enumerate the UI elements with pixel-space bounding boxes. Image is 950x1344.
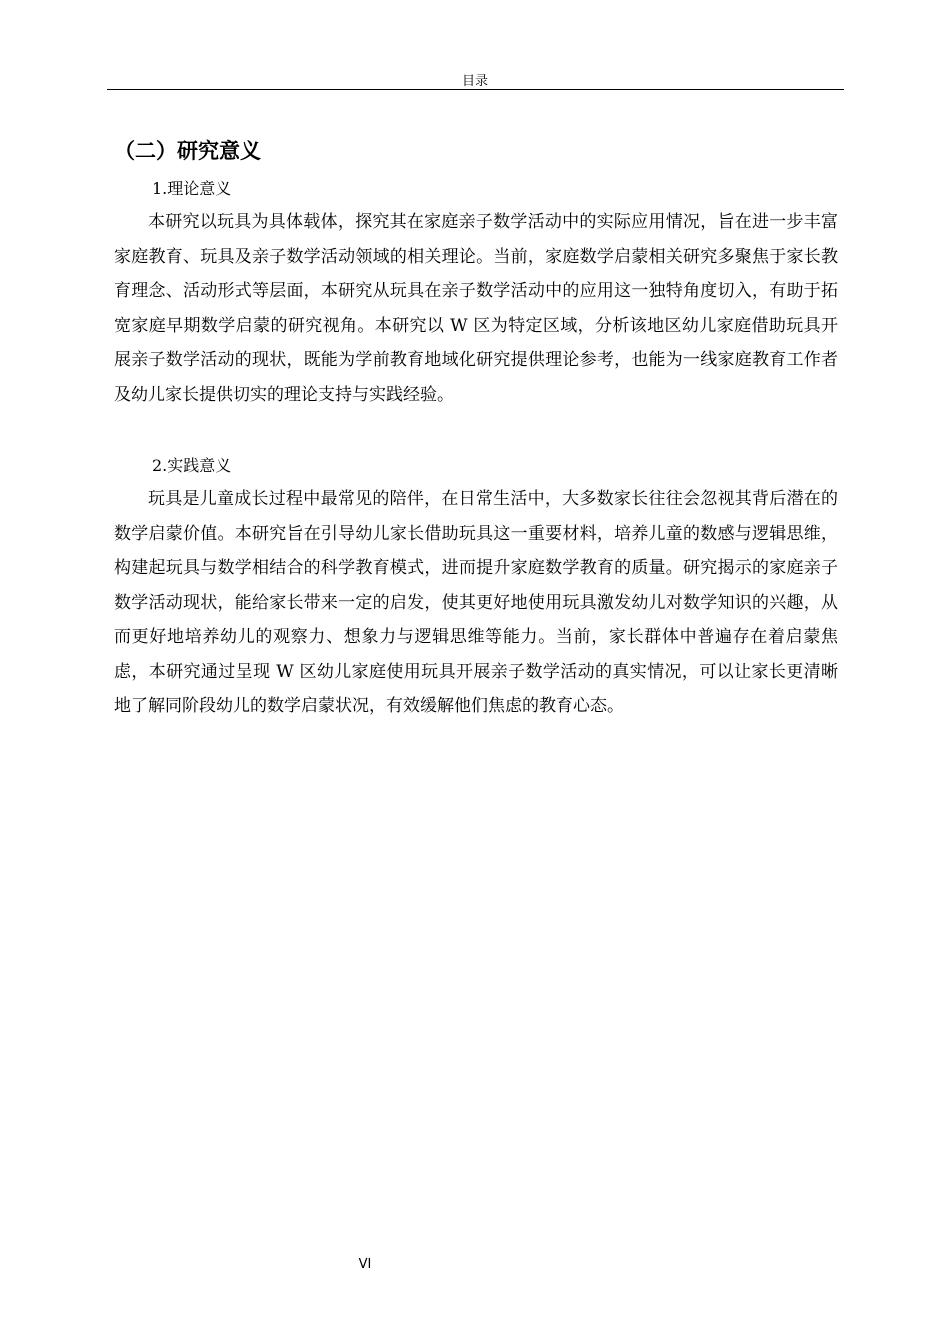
paragraph-practical-significance: 玩具是儿童成长过程中最常见的陪伴，在日常生活中，大多数家长往往会忽视其背后潜在的数学启蒙价值。本研究旨在引导幼儿家长借助玩具这一重要材料，培养儿童的数感与逻辑思维，构建起玩具与数学相结合的科学教育模式，进而提升家庭数学教育的质量。研究揭示的家庭亲子数学活动现状，能给家长带来一定的启发，使其更好地使用玩具激发幼儿对数学知识的兴趣，从而更好地培养幼儿的观察力、想象力与逻辑思维等能力。当前，家长群体中普遍存在着启蒙焦虑，本研究通过呈现 W 区幼儿家庭使用玩具开展亲子数学活动的真实情况，可以让家长更清晰地了解同阶段幼儿的数学启蒙状况，有效缓解他们焦虑的教育心态。 [114,489,838,716]
running-header: 目录 [461,74,488,89]
section-heading: （二）研究意义 [114,139,261,163]
header-divider [107,89,844,90]
subsection-heading-practical: 2.实践意义 [152,456,232,475]
page-number: VI [358,1257,372,1272]
paragraph-theoretical-significance: 本研究以玩具为具体载体，探究其在家庭亲子数学活动中的实际应用情况，旨在进一步丰富家庭教育、玩具及亲子数学活动领域的相关理论。当前，家庭数学启蒙相关研究多聚焦于家长教育理念、活动形式等层面，本研究从玩具在亲子数学活动中的应用这一独特角度切入，有助于拓宽家庭早期数学启蒙的研究视角。本研究以 W 区为特定区域，分析该地区幼儿家庭借助玩具开展亲子数学活动的现状，既能为学前教育地域化研究提供理论参考，也能为一线家庭教育工作者及幼儿家长提供切实的理论支持与实践经验。 [114,212,838,405]
subsection-heading-theoretical: 1.理论意义 [152,179,232,198]
